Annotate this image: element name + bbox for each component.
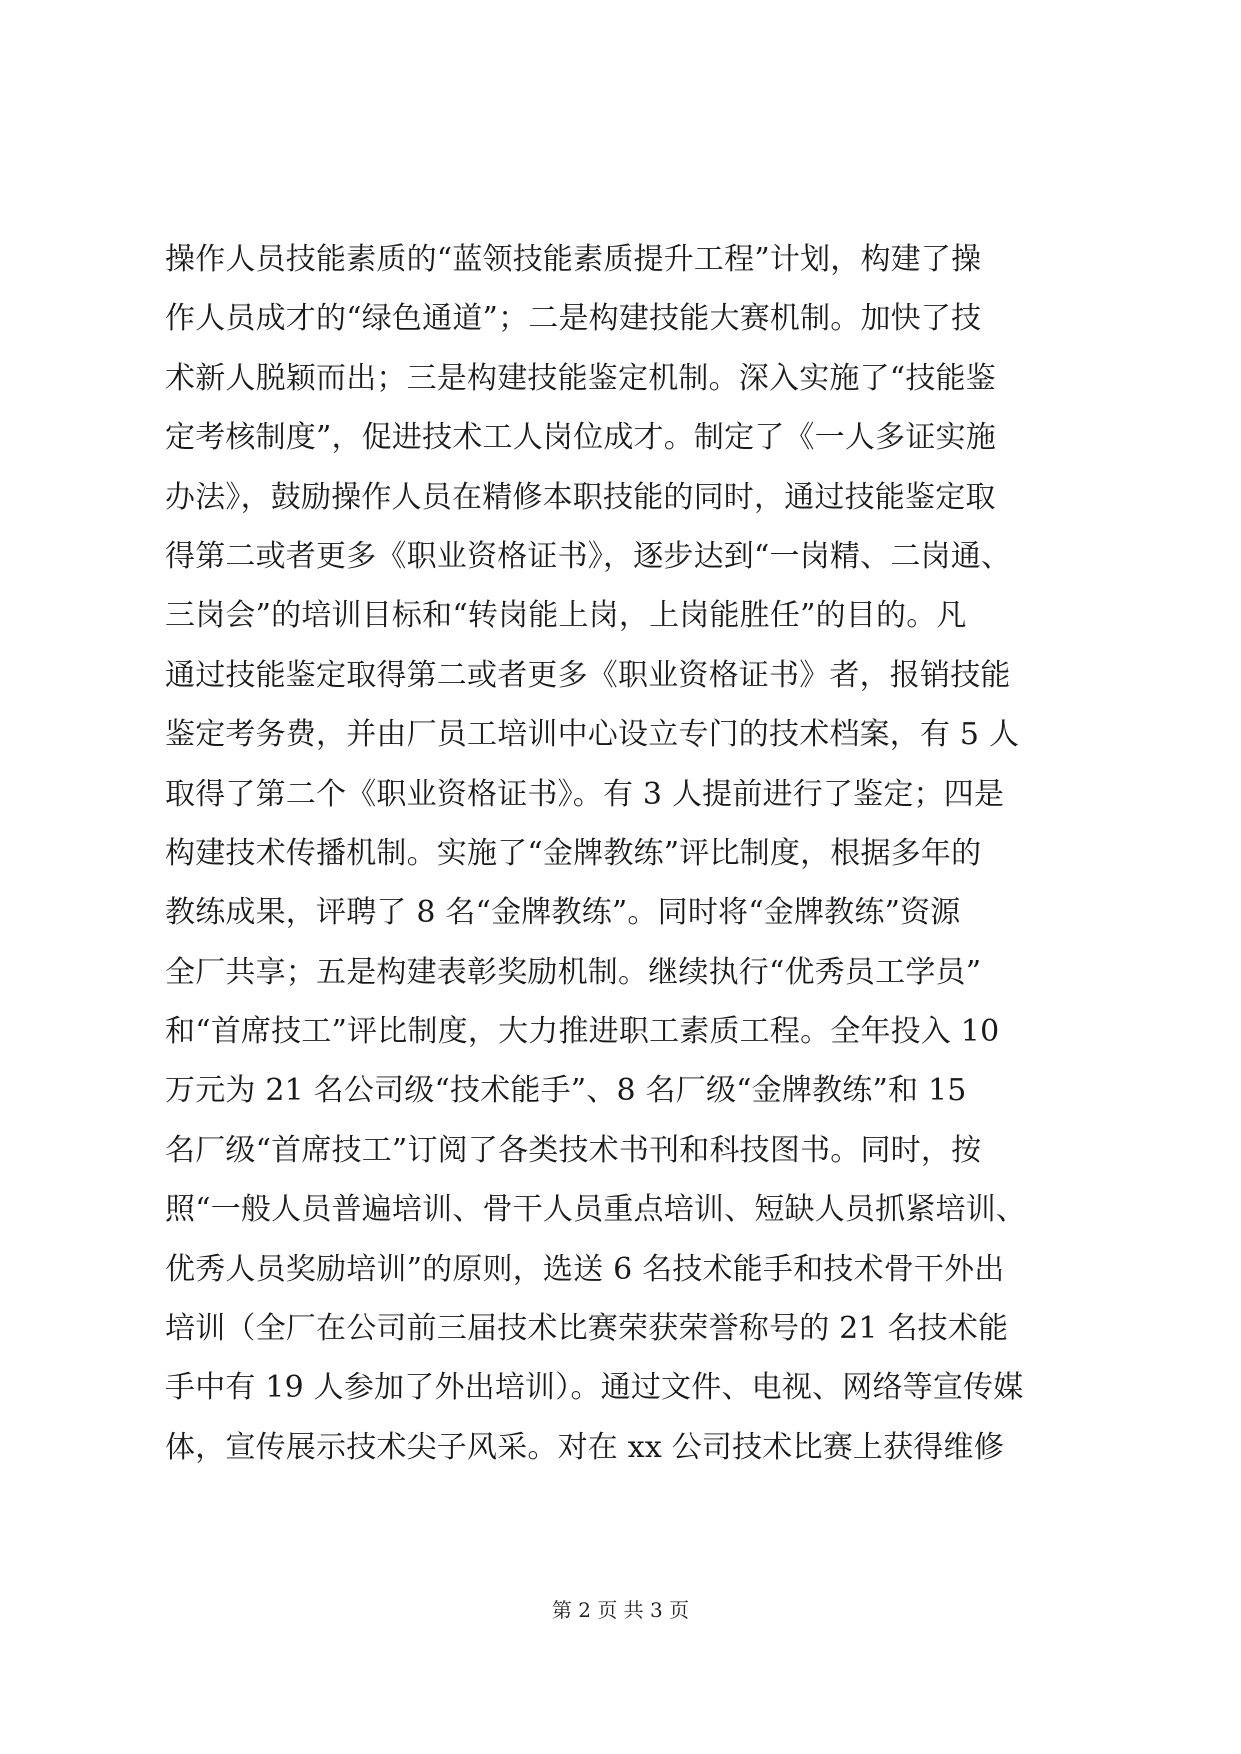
text-line: 取得了第二个《职业资格证书》。有 3 人提前进行了鉴定；四是 xyxy=(165,776,1005,812)
text-line: 手中有 19 人参加了外出培训）。通过文件、电视、网络等宣传媒 xyxy=(165,1370,1024,1406)
text-line: 名厂级“首席技工”订阅了各类技术书刊和科技图书。同时，按 xyxy=(165,1132,982,1168)
text-line: 照“一般人员普遍培训、骨干人员重点培训、短缺人员抓紧培训、 xyxy=(165,1192,1027,1228)
text-line: 操作人员技能素质的“蓝领技能素质提升工程”计划，构建了操 xyxy=(165,242,982,277)
page-number-footer: 第 2 页 共 3 页 xyxy=(551,1598,690,1622)
text-line: 办法》，鼓励操作人员在精修本职技能的同时，通过技能鉴定取 xyxy=(165,479,996,515)
text-line: 全厂共享；五是构建表彰奖励机制。继续执行“优秀员工学员” xyxy=(165,954,982,990)
text-line: 万元为 21 名公司级“技术能手”、8 名厂级“金牌教练”和 15 xyxy=(165,1073,967,1109)
text-line: 教练成果，评聘了 8 名“金牌教练”。同时将“金牌教练”资源 xyxy=(165,895,961,931)
text-line: 三岗会”的培训目标和“转岗能上岗，上岗能胜任”的目的。凡 xyxy=(165,598,967,634)
text-line: 术新人脱颖而出；三是构建技能鉴定机制。深入实施了“技能鉴 xyxy=(165,360,996,396)
text-line: 定考核制度”，促进技术工人岗位成才。制定了《一人多证实施 xyxy=(165,420,996,456)
text-line: 和“首席技工”评比制度，大力推进职工素质工程。全年投入 10 xyxy=(165,1014,1000,1050)
text-line: 作人员成才的“绿色通道”；二是构建技能大赛机制。加快了技 xyxy=(165,301,982,337)
text-line: 培训（全厂在公司前三届技术比赛荣获荣誉称号的 21 名技术能 xyxy=(165,1311,1009,1347)
text-line: 通过技能鉴定取得第二或者更多《职业资格证书》者，报销技能 xyxy=(165,657,1011,693)
text-line: 鉴定考务费，并由厂员工培训中心设立专门的技术档案，有 5 人 xyxy=(165,717,1020,753)
text-line: 构建技术传播机制。实施了“金牌教练”评比制度，根据多年的 xyxy=(165,835,982,871)
text-line: 得第二或者更多《职业资格证书》，逐步达到“一岗精、二岗通、 xyxy=(165,538,1012,574)
body-text xyxy=(165,230,1085,1477)
text-line: 优秀人员奖励培训”的原则，选送 6 名技术能手和技术骨干外出 xyxy=(165,1251,1005,1287)
text-line: 体，宣传展示技术尖子风采。对在 xx 公司技术比赛上获得维修 xyxy=(165,1429,1004,1465)
